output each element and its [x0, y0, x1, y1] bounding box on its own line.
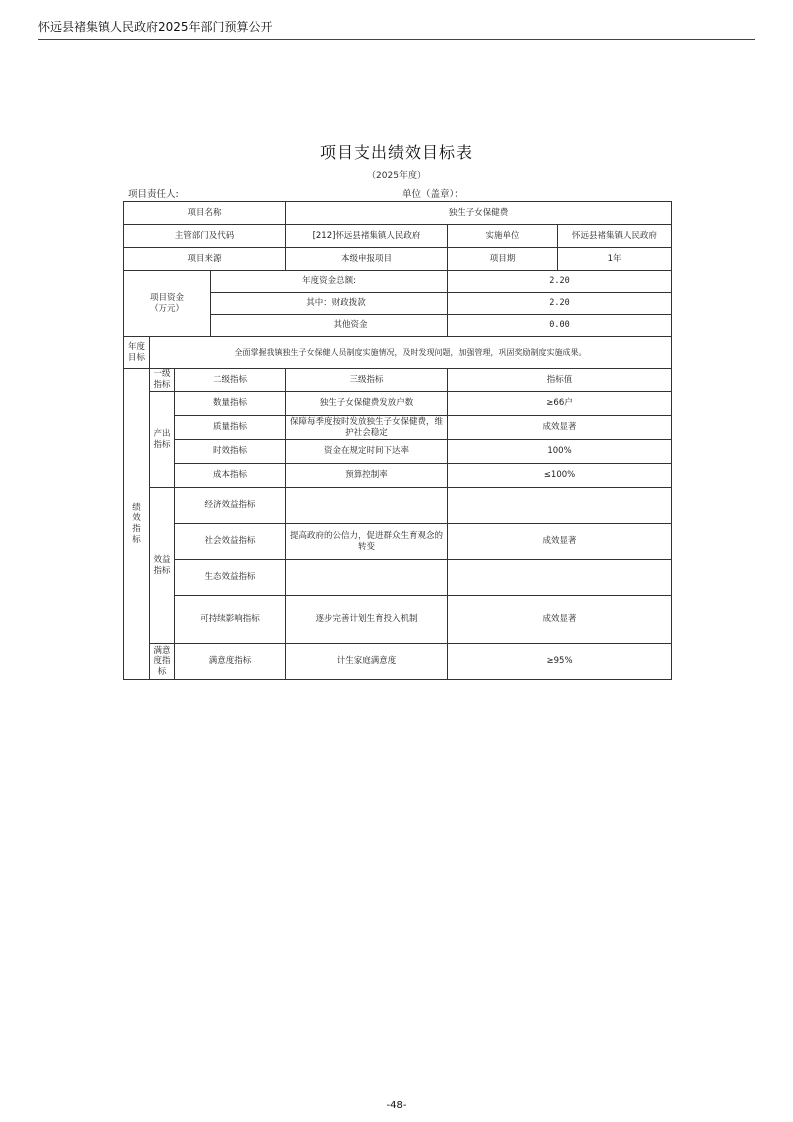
quality-indicator-item: 保障每季度按时发放独生子女保健费，维护社会稳定: [286, 416, 448, 440]
document-title: 项目支出绩效目标表: [319, 143, 473, 162]
indicator-value-header: 指标值: [448, 369, 672, 392]
ecological-benefit-item: [286, 560, 448, 596]
row-annual-total: [124, 271, 672, 293]
quantity-indicator-item: 独生子女保健费发放户数: [286, 392, 448, 416]
social-benefit-value: 成效显著: [448, 524, 672, 560]
annual-goal-label: [124, 337, 150, 369]
cost-indicator-value: ≤100%: [448, 464, 672, 488]
page-header: 怀远县褚集镇人民政府2025年部门预算公开: [38, 20, 273, 34]
row-cost: [124, 464, 672, 488]
satisfaction-level1-label: [150, 644, 175, 680]
fiscal-value: 2.20: [448, 293, 672, 315]
annual-total-value: 2.20: [448, 271, 672, 293]
row-department: [124, 225, 672, 248]
ecological-benefit-label: 生态效益指标: [175, 560, 286, 596]
satisfaction-label-line1: 满意: [153, 645, 171, 656]
level1-header-line2: 指标: [153, 380, 171, 390]
satisfaction-indicator-value: ≥95%: [448, 644, 672, 680]
annual-goal-label-line2: 目标: [127, 352, 145, 363]
funds-unit: （万元）: [149, 303, 184, 314]
economic-benefit-label: 经济效益指标: [175, 488, 286, 524]
timeliness-indicator-value: 100%: [448, 440, 672, 464]
other-funds-value: 0.00: [448, 315, 672, 337]
annual-total-label: 年度资金总额:: [211, 271, 448, 293]
benefit-label-line2: 指标: [153, 565, 171, 576]
annual-goal-label-line1: 年度: [127, 341, 145, 352]
row-project-name: [124, 202, 672, 225]
performance-indicator-label: [124, 369, 150, 680]
perf-char-2: 效: [132, 513, 141, 524]
timeliness-indicator-item: 资金在规定时间下达率: [286, 440, 448, 464]
quantity-indicator-label: 数量指标: [175, 392, 286, 416]
satisfaction-label-line3: 标: [157, 666, 167, 677]
ecological-benefit-value: [448, 560, 672, 596]
output-indicator-label: [150, 392, 175, 488]
cost-indicator-label: 成本指标: [175, 464, 286, 488]
quantity-indicator-value: ≥66户: [448, 392, 672, 416]
project-source-value: 本级申报项目: [286, 248, 448, 271]
row-ecological: [124, 560, 672, 596]
satisfaction-indicator-label: 满意度指标: [175, 644, 286, 680]
row-timeliness: [124, 440, 672, 464]
other-funds-label: 其他资金: [211, 315, 448, 337]
perf-char-3: 指: [132, 524, 141, 534]
project-period-value: 1年: [558, 248, 672, 271]
level3-header: 三级指标: [286, 369, 448, 392]
header-divider: [38, 39, 755, 40]
economic-benefit-item: [286, 488, 448, 524]
unit-seal-label: 单位（盖章）：: [402, 189, 464, 200]
page-number: -48-: [386, 1100, 407, 1111]
implementing-unit-label: 实施单位: [448, 225, 558, 248]
row-social: [124, 524, 672, 560]
cost-indicator-item: 预算控制率: [286, 464, 448, 488]
output-label-line2: 指标: [153, 439, 171, 450]
perf-char-4: 标: [132, 534, 141, 545]
project-source-label: 项目来源: [124, 248, 286, 271]
row-quantity: [124, 392, 672, 416]
row-indicator-header: [124, 369, 672, 392]
project-name-value: 独生子女保健费: [286, 202, 672, 225]
sustainability-label: 可持续影响指标: [175, 596, 286, 644]
funds-label: 项目资金: [149, 292, 184, 303]
level1-header-line1: 一级: [153, 369, 171, 380]
project-name-label: 项目名称: [124, 202, 286, 225]
department-value: [212]怀远县褚集镇人民政府: [286, 225, 448, 248]
benefit-label-line1: 效益: [153, 554, 171, 565]
responsible-person-label: 项目责任人:: [128, 189, 179, 200]
perf-char-1: 绩: [132, 502, 141, 513]
document-year: （2025年度）: [367, 171, 426, 181]
quality-indicator-label: 质量指标: [175, 416, 286, 440]
row-source: [124, 248, 672, 271]
social-benefit-item: 提高政府的公信力，促进群众生育观念的转变: [286, 524, 448, 560]
fiscal-label: 其中：财政拨款: [211, 293, 448, 315]
row-quality: [124, 416, 672, 440]
economic-benefit-value: [448, 488, 672, 524]
satisfaction-label-line2: 度指: [153, 656, 171, 667]
annual-goal-value: 全面掌握我镇独生子女保健人员制度实施情况，及时发现问题，加强管理，巩固奖励制度实施成果。: [150, 337, 672, 369]
level2-header: 二级指标: [175, 369, 286, 392]
output-label-line1: 产出: [153, 428, 171, 439]
social-benefit-label: 社会效益指标: [175, 524, 286, 560]
level1-header: [150, 369, 175, 392]
quality-indicator-value: 成效显著: [448, 416, 672, 440]
row-sustainability: [124, 596, 672, 644]
satisfaction-indicator-item: 计生家庭满意度: [286, 644, 448, 680]
row-satisfaction: [124, 644, 672, 680]
sustainability-value: 成效显著: [448, 596, 672, 644]
project-funds-label: [124, 271, 211, 337]
implementing-unit-value: 怀远县褚集镇人民政府: [558, 225, 672, 248]
timeliness-indicator-label: 时效指标: [175, 440, 286, 464]
project-period-label: 项目期: [448, 248, 558, 271]
performance-target-table: [123, 201, 672, 680]
row-economic: [124, 488, 672, 524]
benefit-indicator-label: [150, 488, 175, 644]
department-label: 主管部门及代码: [124, 225, 286, 248]
sustainability-item: 逐步完善计划生育投入机制: [286, 596, 448, 644]
row-annual-goal: [124, 337, 672, 369]
